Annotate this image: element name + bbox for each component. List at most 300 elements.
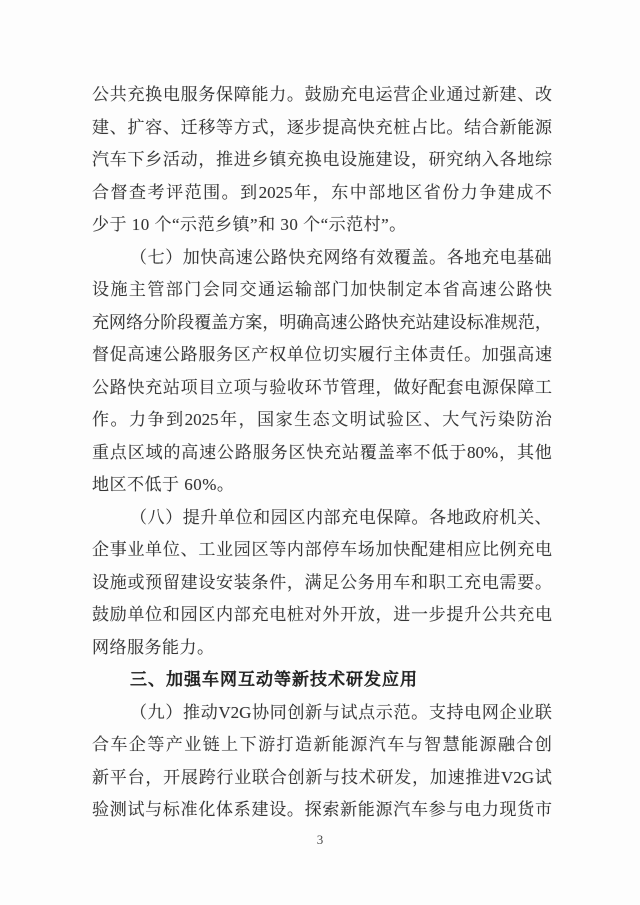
glyph: 设 (198, 572, 216, 592)
glyph: 2025 (184, 410, 219, 429)
glyph: 车 (340, 540, 358, 559)
glyph: 配 (428, 377, 446, 397)
glyph: 比 (428, 117, 446, 137)
glyph: 履 (357, 345, 375, 364)
glyph: 目 (198, 377, 216, 397)
glyph: 施 (109, 572, 127, 592)
glyph: 条 (251, 572, 269, 592)
glyph: 、 (517, 85, 535, 104)
glyph: 网 (109, 312, 127, 332)
text-line (92, 729, 552, 762)
glyph: 桩 (286, 605, 304, 624)
glyph: 索 (322, 800, 340, 819)
glyph: 运 (276, 280, 294, 299)
glyph: 成 (516, 182, 534, 202)
glyph: 门 (331, 280, 349, 299)
glyph: 围 (203, 182, 221, 202)
glyph: 源 (481, 377, 499, 397)
glyph: 盖 (377, 442, 395, 462)
glyph: 。 (464, 345, 482, 364)
glyph: 进 (393, 605, 411, 624)
glyph: 扩 (127, 117, 145, 137)
glyph: 力 (269, 85, 287, 104)
glyph: 单 (217, 507, 235, 527)
glyph: 气 (460, 410, 478, 429)
glyph: 业 (127, 540, 145, 559)
glyph: 管 (340, 377, 358, 397)
glyph: 与 (323, 767, 341, 787)
glyph: 提 (446, 605, 464, 624)
glyph: 路 (234, 442, 252, 462)
glyph: 链 (202, 735, 220, 754)
glyph: 门 (184, 280, 202, 299)
glyph: 到 (166, 410, 184, 429)
glyph: 务 (357, 572, 375, 592)
glyph: 其 (516, 442, 534, 462)
glyph: 家 (275, 410, 293, 429)
glyph: 体 (410, 345, 428, 364)
glyph: 加 (375, 540, 393, 559)
glyph: 外 (322, 605, 340, 624)
glyph: 础 (534, 247, 552, 267)
glyph: 源 (534, 117, 552, 137)
glyph: 权 (269, 345, 287, 364)
glyph: （ (130, 247, 147, 267)
glyph: 充 (375, 117, 393, 137)
glyph: 覆 (359, 442, 377, 462)
glyph: 产 (165, 735, 183, 754)
glyph: 充 (251, 605, 269, 624)
text-line (92, 339, 552, 372)
glyph: 部 (313, 280, 331, 299)
glyph: 快 (357, 117, 375, 137)
glyph: 源 (479, 735, 497, 754)
glyph: 服 (198, 345, 216, 364)
glyph: 联 (252, 767, 270, 787)
glyph: 足 (322, 572, 340, 592)
glyph: 究 (446, 150, 464, 169)
glyph: 行 (375, 345, 393, 364)
glyph: ） (165, 247, 183, 267)
glyph: 汽 (393, 800, 411, 819)
glyph: 设 (449, 312, 467, 332)
glyph: 持 (446, 702, 464, 722)
glyph: 区 (405, 182, 423, 202)
text-line (92, 177, 552, 210)
glyph: 速 (330, 312, 348, 332)
glyph: 各 (429, 507, 447, 527)
glyph: 充 (286, 150, 304, 169)
glyph: 充 (92, 312, 109, 332)
glyph: 中 (349, 182, 367, 202)
glyph: ， (410, 150, 428, 169)
text-line (92, 697, 552, 730)
glyph: 联 (534, 702, 552, 722)
glyph: 配 (410, 540, 428, 559)
glyph: 规 (500, 312, 518, 332)
glyph: 桩 (393, 117, 411, 137)
glyph: 平 (109, 767, 127, 787)
glyph: 充 (340, 85, 358, 104)
glyph: 、 (180, 540, 198, 559)
glyph: ， (312, 182, 330, 202)
glyph: 网 (323, 247, 341, 267)
glyph: 明 (349, 410, 367, 429)
glyph: 务 (216, 345, 234, 364)
glyph: 范 (184, 182, 202, 202)
glyph: 责 (428, 345, 446, 364)
glyph: 分 (143, 312, 161, 332)
glyph: 充 (145, 377, 163, 397)
glyph: 好 (410, 377, 428, 397)
glyph: 区 (288, 442, 306, 462)
glyph: 合 (481, 117, 499, 137)
glyph: 作 (92, 410, 109, 429)
glyph: 防 (516, 410, 534, 429)
glyph: 游 (258, 735, 276, 754)
glyph: 快 (200, 247, 218, 267)
glyph: 考 (147, 182, 165, 202)
glyph: 公 (253, 247, 271, 267)
glyph: 充 (305, 247, 323, 267)
glyph: 镇 (269, 150, 287, 169)
glyph: V2G (500, 767, 535, 787)
glyph: 内 (286, 540, 304, 559)
glyph: 站 (162, 377, 180, 397)
glyph: 创 (287, 767, 305, 787)
glyph: 一 (410, 605, 428, 624)
glyph: 高 (181, 442, 199, 462)
glyph: 。 (411, 507, 429, 527)
glyph: 试 (368, 410, 386, 429)
glyph: 标 (162, 800, 180, 819)
glyph: 事 (109, 540, 127, 559)
glyph: 七 (147, 247, 165, 267)
glyph: 不 (413, 442, 431, 462)
glyph: 络 (341, 247, 359, 267)
glyph: 本 (424, 280, 442, 299)
glyph: 参 (428, 800, 446, 819)
text-line (92, 599, 552, 632)
glyph: 建 (497, 182, 515, 202)
glyph: 能 (517, 117, 535, 137)
glyph: 路 (180, 345, 198, 364)
glyph: 力 (481, 800, 499, 819)
glyph: 充 (398, 312, 416, 332)
glyph: 障 (517, 377, 535, 397)
glyph: 园 (233, 540, 251, 559)
glyph: 鼓 (304, 85, 322, 104)
glyph: 造 (294, 735, 312, 754)
glyph: ， (375, 377, 393, 397)
glyph: 定 (405, 280, 423, 299)
glyph: 换 (304, 150, 322, 169)
glyph: 化 (198, 800, 216, 819)
glyph: 部 (165, 280, 183, 299)
glyph: 汽 (92, 150, 109, 169)
glyph: 高 (217, 247, 235, 267)
glyph: ， (145, 767, 163, 787)
glyph: 推 (465, 767, 483, 787)
glyph: 步 (428, 605, 446, 624)
page-number: 3 (316, 832, 324, 847)
glyph: 建 (499, 85, 517, 104)
glyph: 电 (162, 85, 180, 104)
glyph: 源 (350, 735, 368, 754)
glyph: 励 (109, 605, 127, 624)
glyph: 障 (393, 507, 411, 527)
glyph: 促 (109, 345, 127, 364)
glyph: 设 (340, 150, 358, 169)
glyph: 输 (294, 280, 312, 299)
glyph: 综 (534, 150, 552, 169)
glyph: 覆 (194, 312, 212, 332)
glyph: 加 (429, 767, 447, 787)
glyph: 区 (251, 540, 269, 559)
glyph: 环 (304, 377, 322, 397)
glyph: 覆 (393, 247, 411, 267)
glyph: 动 (180, 150, 198, 169)
glyph: 单 (127, 605, 145, 624)
glyph: 例 (499, 540, 517, 559)
glyph: 台 (127, 767, 145, 787)
glyph: 新 (92, 767, 109, 787)
glyph: 范 (393, 702, 411, 722)
glyph: 强 (499, 345, 517, 364)
glyph: 进 (233, 150, 251, 169)
glyph: 交 (239, 280, 257, 299)
glyph: 络 (126, 312, 144, 332)
glyph: 电 (481, 572, 499, 592)
glyph: 展 (180, 767, 198, 787)
glyph: 位 (145, 605, 163, 624)
glyph: 部 (233, 605, 251, 624)
glyph: 争 (147, 410, 165, 429)
text-line (92, 762, 552, 795)
glyph: 。 (221, 182, 239, 202)
glyph: 研 (428, 150, 446, 169)
glyph: 任 (446, 345, 464, 364)
glyph: 乡 (251, 150, 269, 169)
glyph: 份 (442, 182, 460, 202)
glyph: 保 (376, 507, 394, 527)
glyph: ， (412, 767, 430, 787)
glyph: 。 (286, 800, 304, 819)
glyph: 制 (387, 280, 405, 299)
glyph: 准 (180, 800, 198, 819)
glyph: 逐 (286, 117, 304, 137)
glyph: 理 (357, 377, 375, 397)
text-line (92, 274, 552, 307)
document-body (92, 79, 552, 827)
glyph: ， (198, 150, 216, 169)
glyph: 管 (147, 280, 165, 299)
glyph: 新 (305, 767, 323, 787)
glyph: 充 (517, 540, 535, 559)
glyph: 上 (221, 735, 239, 754)
glyph: 阶 (160, 312, 178, 332)
glyph: 创 (534, 735, 552, 754)
glyph: ） (165, 702, 183, 722)
glyph: 重 (92, 442, 109, 462)
glyph: 新 (481, 85, 499, 104)
glyph: 等 (147, 735, 165, 754)
glyph: 能 (357, 800, 375, 819)
glyph: 路 (364, 312, 382, 332)
glyph: 步 (304, 117, 322, 137)
glyph: 高 (517, 345, 535, 364)
glyph: 动 (200, 702, 218, 722)
glyph: 服 (252, 442, 270, 462)
glyph: 设 (92, 572, 109, 592)
glyph: 低 (431, 442, 449, 462)
glyph: 节 (322, 377, 340, 397)
glyph: 区 (127, 442, 145, 462)
glyph: 和 (410, 572, 428, 592)
glyph: 电 (534, 540, 552, 559)
glyph: 同 (269, 702, 287, 722)
glyph: 电 (322, 150, 340, 169)
glyph: 设 (269, 800, 287, 819)
glyph: 快 (534, 280, 552, 299)
glyph: 充 (481, 247, 499, 267)
glyph: 速 (534, 345, 552, 364)
glyph: 方 (228, 312, 246, 332)
glyph: 地 (446, 507, 464, 527)
glyph: 高 (340, 117, 358, 137)
glyph: 速 (235, 247, 253, 267)
glyph: 地 (517, 150, 535, 169)
glyph: 年 (220, 410, 238, 429)
glyph: 合 (269, 767, 287, 787)
glyph: 充 (341, 507, 359, 527)
glyph: 入 (481, 150, 499, 169)
glyph: 建 (432, 312, 450, 332)
glyph: ， (238, 410, 256, 429)
glyph: 业 (216, 540, 234, 559)
glyph: 务 (198, 85, 216, 104)
glyph: 慧 (442, 735, 460, 754)
glyph: 基 (517, 247, 535, 267)
text-line (92, 502, 552, 535)
glyph: 公 (497, 280, 515, 299)
glyph: 有 (358, 247, 376, 267)
glyph: 智 (424, 735, 442, 754)
glyph: 公 (217, 442, 235, 462)
glyph: ， (286, 572, 304, 592)
glyph: 速 (447, 767, 465, 787)
glyph: 地 (386, 182, 404, 202)
glyph: 场 (357, 540, 375, 559)
glyph: 技 (340, 767, 358, 787)
glyph: ， (534, 312, 552, 332)
glyph: 高 (461, 280, 479, 299)
glyph: 与 (405, 735, 423, 754)
glyph: 快 (393, 540, 411, 559)
glyph: 对 (304, 605, 322, 624)
glyph: 查 (129, 182, 147, 202)
glyph: 安 (216, 572, 234, 592)
glyph: 充 (464, 572, 482, 592)
glyph: 车 (410, 800, 428, 819)
glyph: 位 (304, 345, 322, 364)
glyph: 装 (233, 572, 251, 592)
glyph: 督 (110, 182, 128, 202)
glyph: 快 (306, 442, 324, 462)
glyph: 的 (163, 442, 181, 462)
glyph: 需 (499, 572, 517, 592)
glyph: 电 (534, 605, 552, 624)
glyph: 通 (258, 280, 276, 299)
glyph: ， (269, 117, 287, 137)
text-line (92, 112, 552, 145)
glyph: 立 (216, 377, 234, 397)
glyph: 车 (110, 735, 128, 754)
glyph: 站 (415, 312, 433, 332)
glyph: 共 (499, 605, 517, 624)
glyph: 内 (305, 507, 323, 527)
text-line (92, 242, 552, 275)
section-heading: 三、加强车网互动等新技术研发应用 (130, 670, 418, 689)
text-line (92, 534, 552, 567)
text-line (92, 307, 552, 340)
text-line (92, 79, 552, 112)
glyph: 服 (180, 85, 198, 104)
glyph: 件 (269, 572, 287, 592)
glyph: 方 (233, 117, 251, 137)
glyph: 公 (340, 572, 358, 592)
glyph: 加 (350, 280, 368, 299)
glyph: 效 (376, 247, 394, 267)
glyph: 建 (180, 572, 198, 592)
glyph: 新 (313, 735, 331, 754)
glyph: ， (262, 312, 280, 332)
glyph: 与 (322, 702, 340, 722)
glyph: 行 (216, 767, 234, 787)
glyph: 相 (446, 540, 464, 559)
glyph: 系 (233, 800, 251, 819)
glyph: 地 (464, 247, 482, 267)
glyph: 公 (481, 605, 499, 624)
glyph: 与 (145, 800, 163, 819)
glyph: 支 (428, 702, 446, 722)
glyph: 建 (375, 150, 393, 169)
glyph: 施 (110, 280, 128, 299)
glyph: 力 (129, 410, 147, 429)
glyph: 车 (387, 735, 405, 754)
glyph: 共 (109, 85, 127, 104)
glyph: 建 (92, 117, 109, 137)
glyph: 速 (199, 442, 217, 462)
glyph: 升 (200, 507, 218, 527)
glyph: 东 (331, 182, 349, 202)
glyph: 式 (251, 117, 269, 137)
glyph: 染 (497, 410, 515, 429)
glyph: 网 (481, 702, 499, 722)
glyph: 鼓 (92, 605, 109, 624)
text-line: 网络服务能力。 (92, 637, 215, 657)
glyph: 要 (517, 572, 535, 592)
glyph: 升 (464, 605, 482, 624)
glyph: 。 (534, 572, 552, 592)
glyph: 能 (461, 735, 479, 754)
glyph: 电 (464, 702, 482, 722)
glyph: 容 (145, 117, 163, 137)
glyph: 进 (483, 767, 501, 787)
glyph: 明 (279, 312, 297, 332)
glyph: 用 (375, 572, 393, 592)
glyph: 与 (446, 800, 464, 819)
